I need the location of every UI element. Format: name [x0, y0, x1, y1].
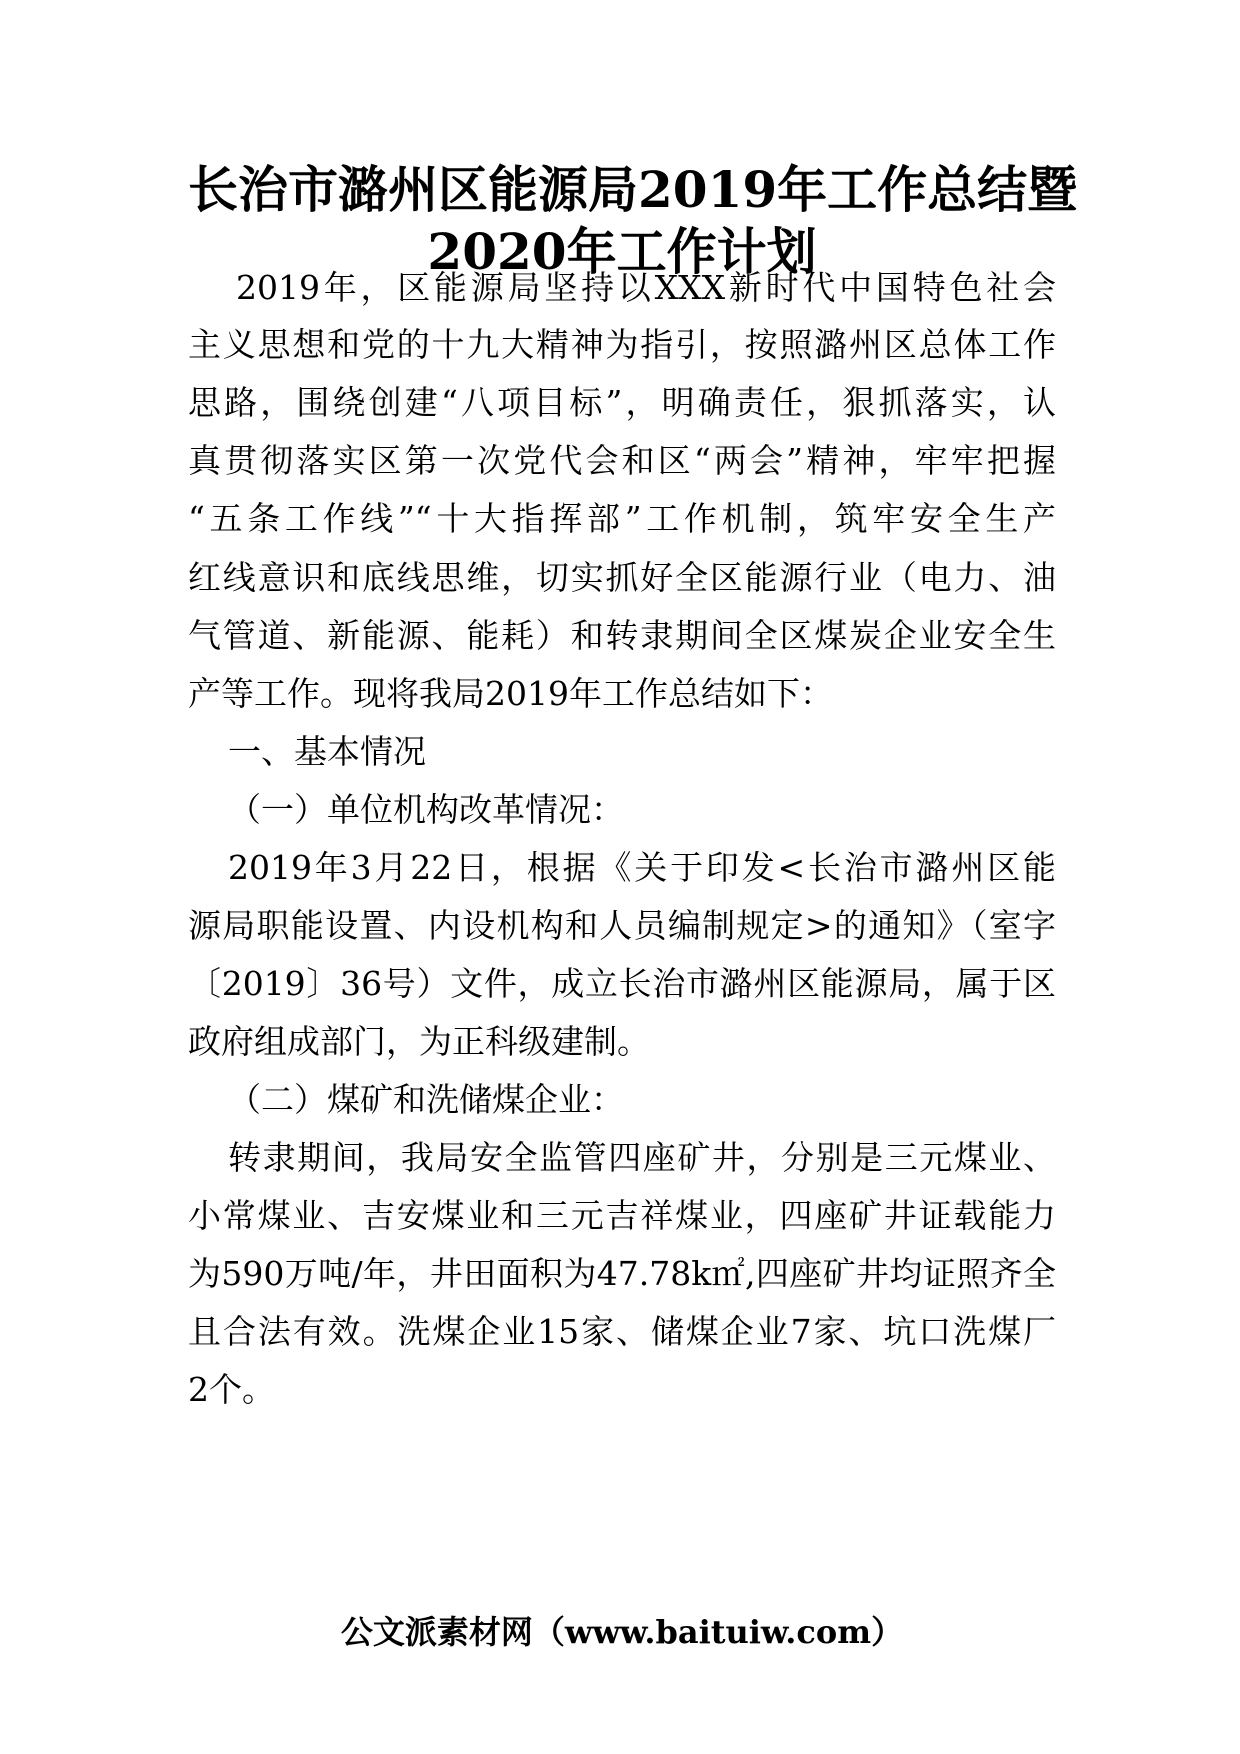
paragraph-line: 源局职能设置、内设机构和人员编制规定>的通知》（室字	[188, 906, 1056, 945]
paragraph-line: 2019年，区能源局坚持以XXX新时代中国特色社会	[236, 268, 1056, 307]
paragraph-line: “五条工作线”“十大指挥部”工作机制，筑牢安全生产	[188, 499, 1056, 538]
paragraph-line: 主义思想和党的十九大精神为指引，按照潞州区总体工作	[188, 325, 1056, 364]
subsection-heading: （二）煤矿和洗储煤企业：	[228, 1080, 624, 1119]
subsection-heading: （一）单位机构改革情况：	[228, 790, 624, 829]
paragraph-line: 红线意识和底线思维，切实抓好全区能源行业（电力、油	[188, 558, 1056, 597]
paragraph-line: 〔2019〕36号）文件，成立长治市潞州区能源局，属于区	[188, 964, 1056, 1003]
paragraph-line: 产等工作。现将我局2019年工作总结如下：	[188, 674, 833, 713]
paragraph-line: 2019年3月22日，根据《关于印发<长治市潞州区能	[228, 848, 1056, 887]
section-heading: 一、基本情况	[228, 732, 426, 771]
document-title-line-1: 长治市潞州区能源局2019年工作总结暨	[188, 160, 1078, 219]
paragraph-line: 为590万吨/年，井田面积为47.78k㎡,四座矿井均证照齐全	[188, 1254, 1056, 1293]
paragraph-line: 小常煤业、吉安煤业和三元吉祥煤业，四座矿井证载能力	[188, 1196, 1056, 1235]
footer-source-text: 公文派素材网（www.baituiw.com）	[340, 1613, 904, 1651]
paragraph-line: 真贯彻落实区第一次党代会和区“两会”精神，牢牢把握	[188, 441, 1056, 480]
paragraph-line: 且合法有效。洗煤企业15家、储煤企业7家、坑口洗煤厂	[188, 1312, 1056, 1351]
paragraph-line: 气管道、新能源、能耗）和转隶期间全区煤炭企业安全生	[188, 616, 1056, 655]
paragraph-line: 政府组成部门，为正科级建制。	[188, 1022, 650, 1061]
document-title-line-2: 2020年工作计划	[427, 222, 817, 281]
paragraph-line: 转隶期间，我局安全监管四座矿井，分别是三元煤业、	[228, 1138, 1056, 1177]
paragraph-line: 2个。	[188, 1370, 275, 1409]
paragraph-line: 思路，围绕创建“八项目标”，明确责任，狠抓落实，认	[188, 383, 1056, 422]
